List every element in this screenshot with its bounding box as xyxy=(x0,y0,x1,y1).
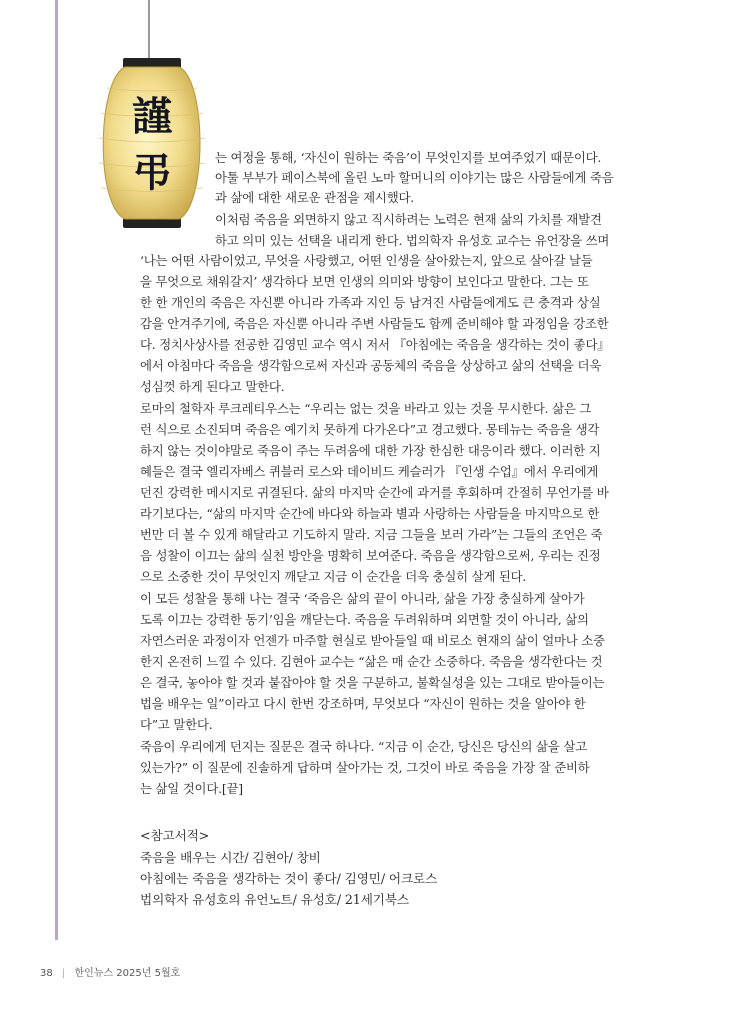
text-line: 하고 의미 있는 선택을 내리게 한다. 법의학자 유성호 교수는 유언장을 쓰며 xyxy=(215,233,610,248)
text-line: 이처럼 죽음을 외면하지 않고 직시하려는 노력은 현재 삶의 가치를 재발견 xyxy=(215,212,602,227)
text-line: 다”고 말한다. xyxy=(140,717,213,732)
text-line: 는 삶일 것이다.[끝] xyxy=(140,781,243,796)
text-line: 한지 온전히 느낄 수 있다. 김현아 교수는 “삶은 매 순간 소중하다. 죽음을 생각한다는 것 xyxy=(140,654,603,669)
text-line: 도록 이끄는 강력한 동기’임을 깨닫는다. 죽음을 두려워하며 외면할 것이 아니라, 삶의 xyxy=(140,612,589,627)
text-line: 법을 배우는 일”이라고 다시 한번 강조하며, 무엇보다 “자신이 원하는 것을 알아야 한 xyxy=(140,696,586,711)
text-line: 자연스러운 과정이자 언젠가 마주할 현실로 받아들일 때 비로소 현재의 삶이 얼마나 소중 xyxy=(140,633,605,648)
text-line: 죽음이 우리에게 던지는 질문은 결국 하나다. “지금 이 순간, 당신은 당신의 삶을 살고 xyxy=(140,739,587,754)
text-line: 는 여정을 통해, ‘자신이 원하는 죽음’이 무엇인지를 보여주었기 때문이다. xyxy=(215,150,602,165)
text-line: 은 결국, 놓아야 할 것과 붙잡아야 할 것을 구분하고, 불확실성을 있는 그대로 받아들이는 xyxy=(140,675,605,690)
reference-item: 죽음을 배우는 시간/ 김현아/ 창비 xyxy=(140,850,321,865)
reference-item: 아침에는 죽음을 생각하는 것이 좋다/ 김영민/ 어크로스 xyxy=(140,871,438,886)
text-line: 에서 아침마다 죽음을 생각함으로써 자신과 공동체의 죽음을 상상하고 삶의 선택을 더욱 xyxy=(140,358,602,373)
text-line: 성심껏 하게 된다고 말한다. xyxy=(140,379,285,394)
text-line: 런 식으로 소진되며 죽음은 예기치 못하게 다가온다”고 경고했다. 몽테뉴는 죽음을 생각 xyxy=(140,422,600,437)
page-footer xyxy=(40,964,180,979)
page-number: 38 xyxy=(40,968,53,979)
text-line: 음 성찰이 이끄는 삶의 실천 방안을 명확히 보여준다. 죽음을 생각함으로써, 우리는 진정 xyxy=(140,548,601,563)
text-line: 번만 더 볼 수 있게 해달라고 기도하지 말라. 지금 그들을 보러 가라”는 그들의 조언은 죽 xyxy=(140,527,603,542)
text-line: 으로 소중한 것이 무엇인지 깨닫고 지금 이 순간을 더욱 충실히 살게 된다. xyxy=(140,569,527,584)
text-line: 라기보다는, “삶의 마지막 순간에 바다와 하늘과 별과 사랑하는 사람들을 마지막으로 한 xyxy=(140,506,600,521)
text-line: 을 무엇으로 채워갈지’ 생각하다 보면 인생의 의미와 방향이 보인다고 말한다. 그는 또 xyxy=(140,274,589,289)
text-line: 있는가?” 이 질문에 진솔하게 답하며 살아가는 것, 그것이 바로 죽음을 가장 잘 준비하 xyxy=(140,760,590,775)
text-line: 로마의 철학자 루크레티우스는 “우리는 없는 것을 바라고 있는 것을 무시한다. 삶은 그 xyxy=(140,401,592,416)
text-line: 혜들은 결국 엘리자베스 퀴블러 로스와 데이비드 케슬러가 『인생 수업』에서 우리에게 xyxy=(140,464,599,479)
lantern-character-1: 謹 xyxy=(132,93,172,140)
publication-name: 한인뉴스 2025년 5월호 xyxy=(74,968,181,979)
lantern-character-2: 弔 xyxy=(132,149,172,196)
text-line: 한 한 개인의 죽음은 자신뿐 아니라 가족과 지인 등 남겨진 사람들에게도 큰 충격과 상실 xyxy=(140,295,601,310)
reference-item: 법의학자 유성호의 유언노트/ 유성호/ 21세기북스 xyxy=(140,892,409,907)
text-line: 다. 정치사상사를 전공한 김영민 교수 역시 저서 『아침에는 죽음을 생각하는 것이 좋다』 xyxy=(140,337,610,352)
text-line: 던진 강력한 메시지로 귀결된다. 삶의 마지막 순간에 과거를 후회하며 간절히 무언가를 바 xyxy=(140,485,609,500)
text-line: 과 삶에 대한 새로운 관점을 제시했다. xyxy=(215,190,414,205)
text-line: 아툴 부부가 페이스북에 올린 노마 할머니의 이야기는 많은 사람들에게 죽음 xyxy=(215,170,614,185)
text-line: ‘나는 어떤 사람이었고, 무엇을 사랑했고, 어떤 인생을 살아왔는지, 앞으로 살아갈 날들 xyxy=(140,253,593,268)
footer-separator: | xyxy=(61,968,66,979)
text-line: 감을 안겨주기에, 죽음은 자신뿐 아니라 주변 사람들도 함께 준비해야 할 과정임을 강조한 xyxy=(140,316,609,331)
text-line: 하지 않는 것이야말로 죽음이 주는 두려움에 대한 가장 한심한 대응이라 했다. 이러한 지 xyxy=(140,443,601,458)
text-line: 이 모든 성찰을 통해 나는 결국 ‘죽음은 삶의 끝이 아니라, 삶을 가장 충실하게 살아가 xyxy=(140,591,585,606)
references-heading: <참고서적> xyxy=(140,828,210,843)
